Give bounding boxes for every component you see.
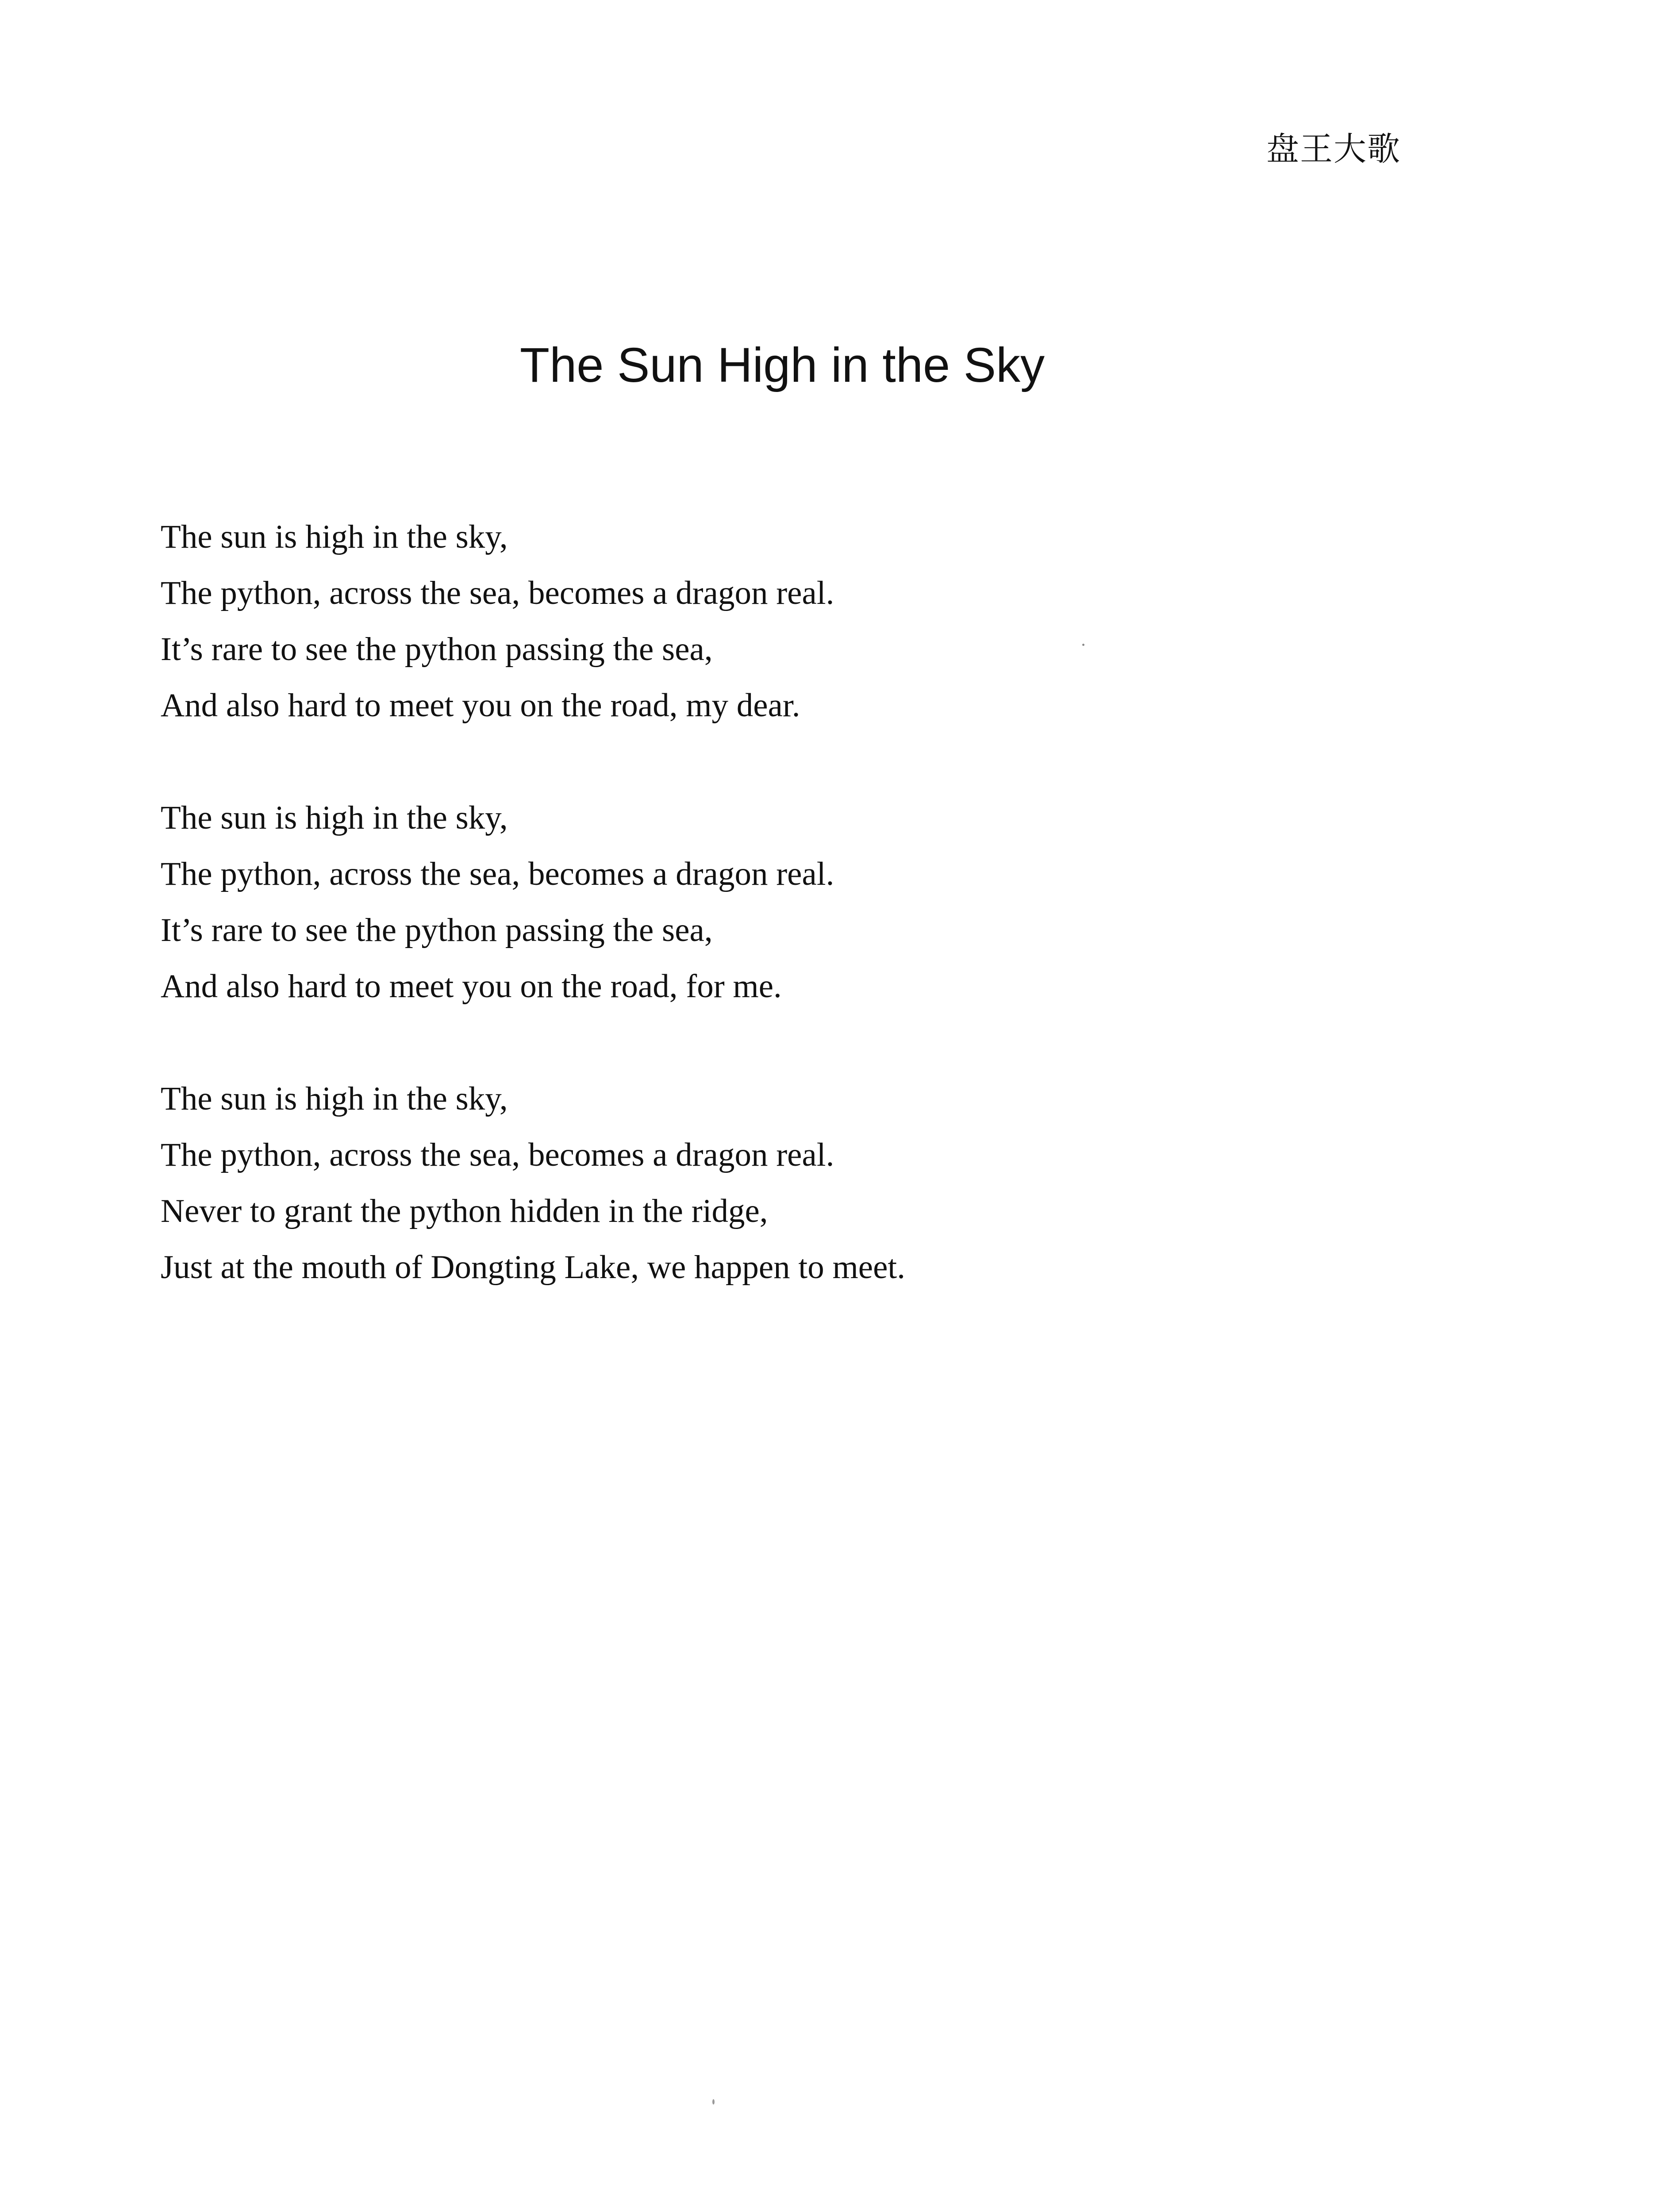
stanza-1 xyxy=(161,509,1222,733)
poem-line: The python, across the sea, becomes a dragon real. xyxy=(161,575,834,611)
poem-line: It’s rare to see the python passing the sea, xyxy=(161,912,713,949)
poem-body xyxy=(161,509,1222,1352)
scan-speck xyxy=(1082,644,1084,646)
stanza-2 xyxy=(161,790,1222,1014)
poem-line: The python, across the sea, becomes a dragon real. xyxy=(161,1137,834,1173)
poem-line: It’s rare to see the python passing the sea, xyxy=(161,631,713,668)
scan-speck xyxy=(712,2099,715,2104)
stanza-3 xyxy=(161,1071,1222,1295)
poem-line: The sun is high in the sky, xyxy=(161,518,508,555)
poem-line: And also hard to meet you on the road, my dear. xyxy=(161,687,800,724)
poem-title: The Sun High in the Sky xyxy=(519,338,1045,392)
poem-line: The sun is high in the sky, xyxy=(161,799,508,836)
poem-line: Just at the mouth of Dongting Lake, we happen to meet. xyxy=(161,1249,905,1286)
poem-line: The sun is high in the sky, xyxy=(161,1080,508,1117)
poem-line: Never to grant the python hidden in the ridge, xyxy=(161,1193,768,1229)
running-header: 盘王大歌 xyxy=(1266,130,1401,168)
poem-line: The python, across the sea, becomes a dragon real. xyxy=(161,856,834,892)
poem-line: And also hard to meet you on the road, for me. xyxy=(161,968,782,1005)
